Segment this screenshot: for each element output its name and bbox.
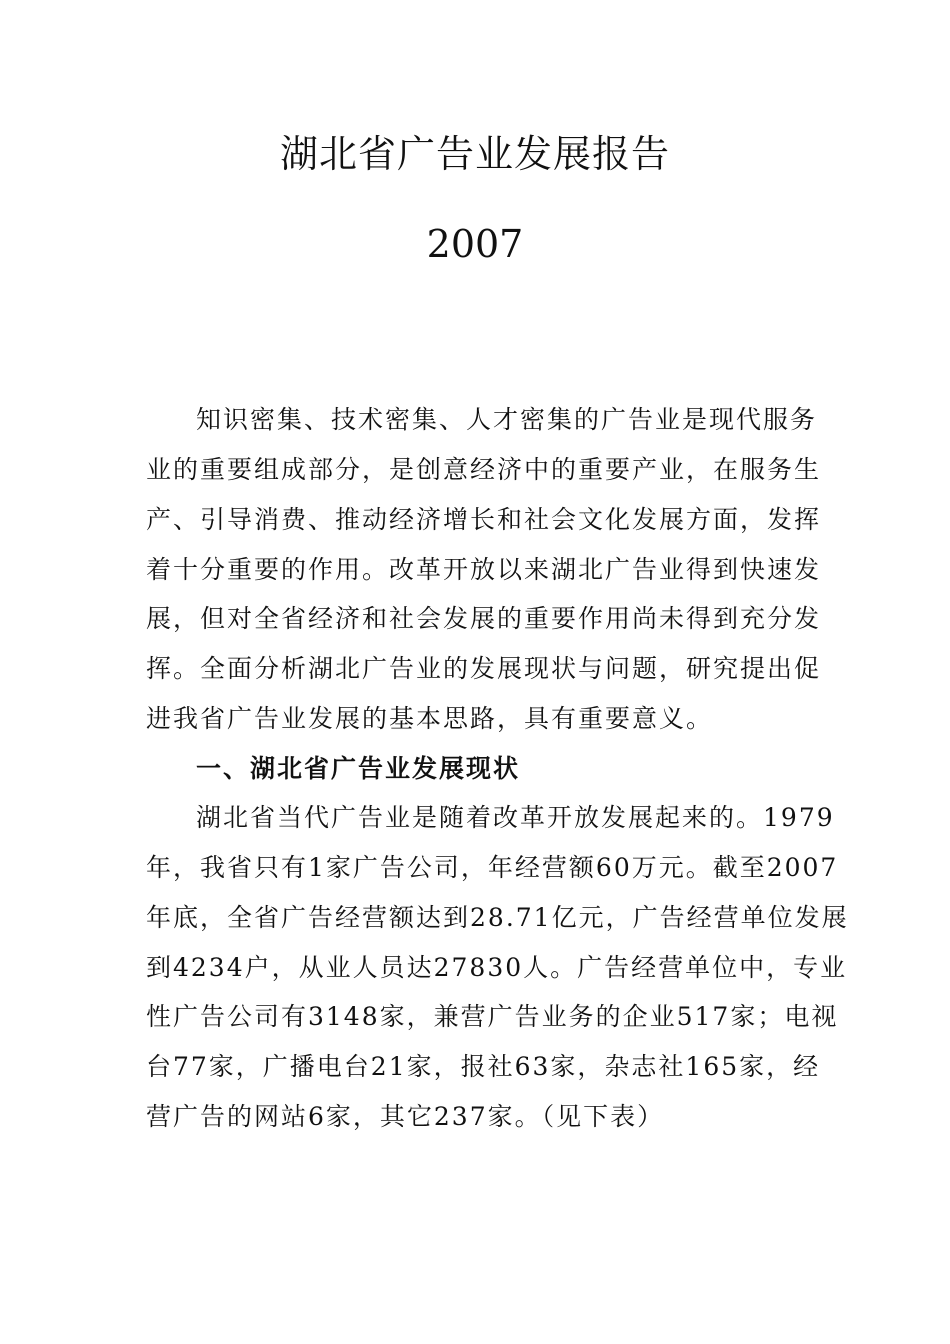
- paragraph-line: 业的重要组成部分，是创意经济中的重要产业，在服务生: [146, 455, 822, 484]
- document-year: 2007: [426, 222, 524, 266]
- paragraph-line: 湖北省当代广告业是随着改革开放发展起来的。1979: [196, 803, 835, 832]
- paragraph-line: 台77家，广播电台21家，报社63家，杂志社165家，经: [146, 1052, 821, 1081]
- paragraph-line: 年，我省只有1家广告公司，年经营额60万元。截至2007: [146, 853, 839, 882]
- paragraph-line: 知识密集、技术密集、人才密集的广告业是现代服务: [196, 405, 818, 434]
- paragraph-line: 挥。全面分析湖北广告业的发展现状与问题，研究提出促: [146, 654, 822, 683]
- section-heading: 一、湖北省广告业发展现状: [196, 754, 521, 783]
- paragraph-line: 到4234户，从业人员达27830人。广告经营单位中，专业: [146, 953, 848, 982]
- paragraph-line: 性广告公司有3148家，兼营广告业务的企业517家；电视: [146, 1002, 839, 1031]
- paragraph-line: 年底，全省广告经营额达到28.71亿元，广告经营单位发展: [146, 903, 849, 932]
- paragraph-line: 进我省广告业发展的基本思路，具有重要意义。: [146, 704, 714, 733]
- paragraph-line: 展，但对全省经济和社会发展的重要作用尚未得到充分发: [146, 604, 822, 633]
- paragraph-line: 产、引导消费、推动经济增长和社会文化发展方面，发挥: [146, 505, 822, 534]
- paragraph-line: 营广告的网站6家，其它237家。（见下表）: [146, 1102, 665, 1131]
- document-title: 湖北省广告业发展报告: [279, 132, 670, 176]
- paragraph-line: 着十分重要的作用。改革开放以来湖北广告业得到快速发: [146, 555, 822, 584]
